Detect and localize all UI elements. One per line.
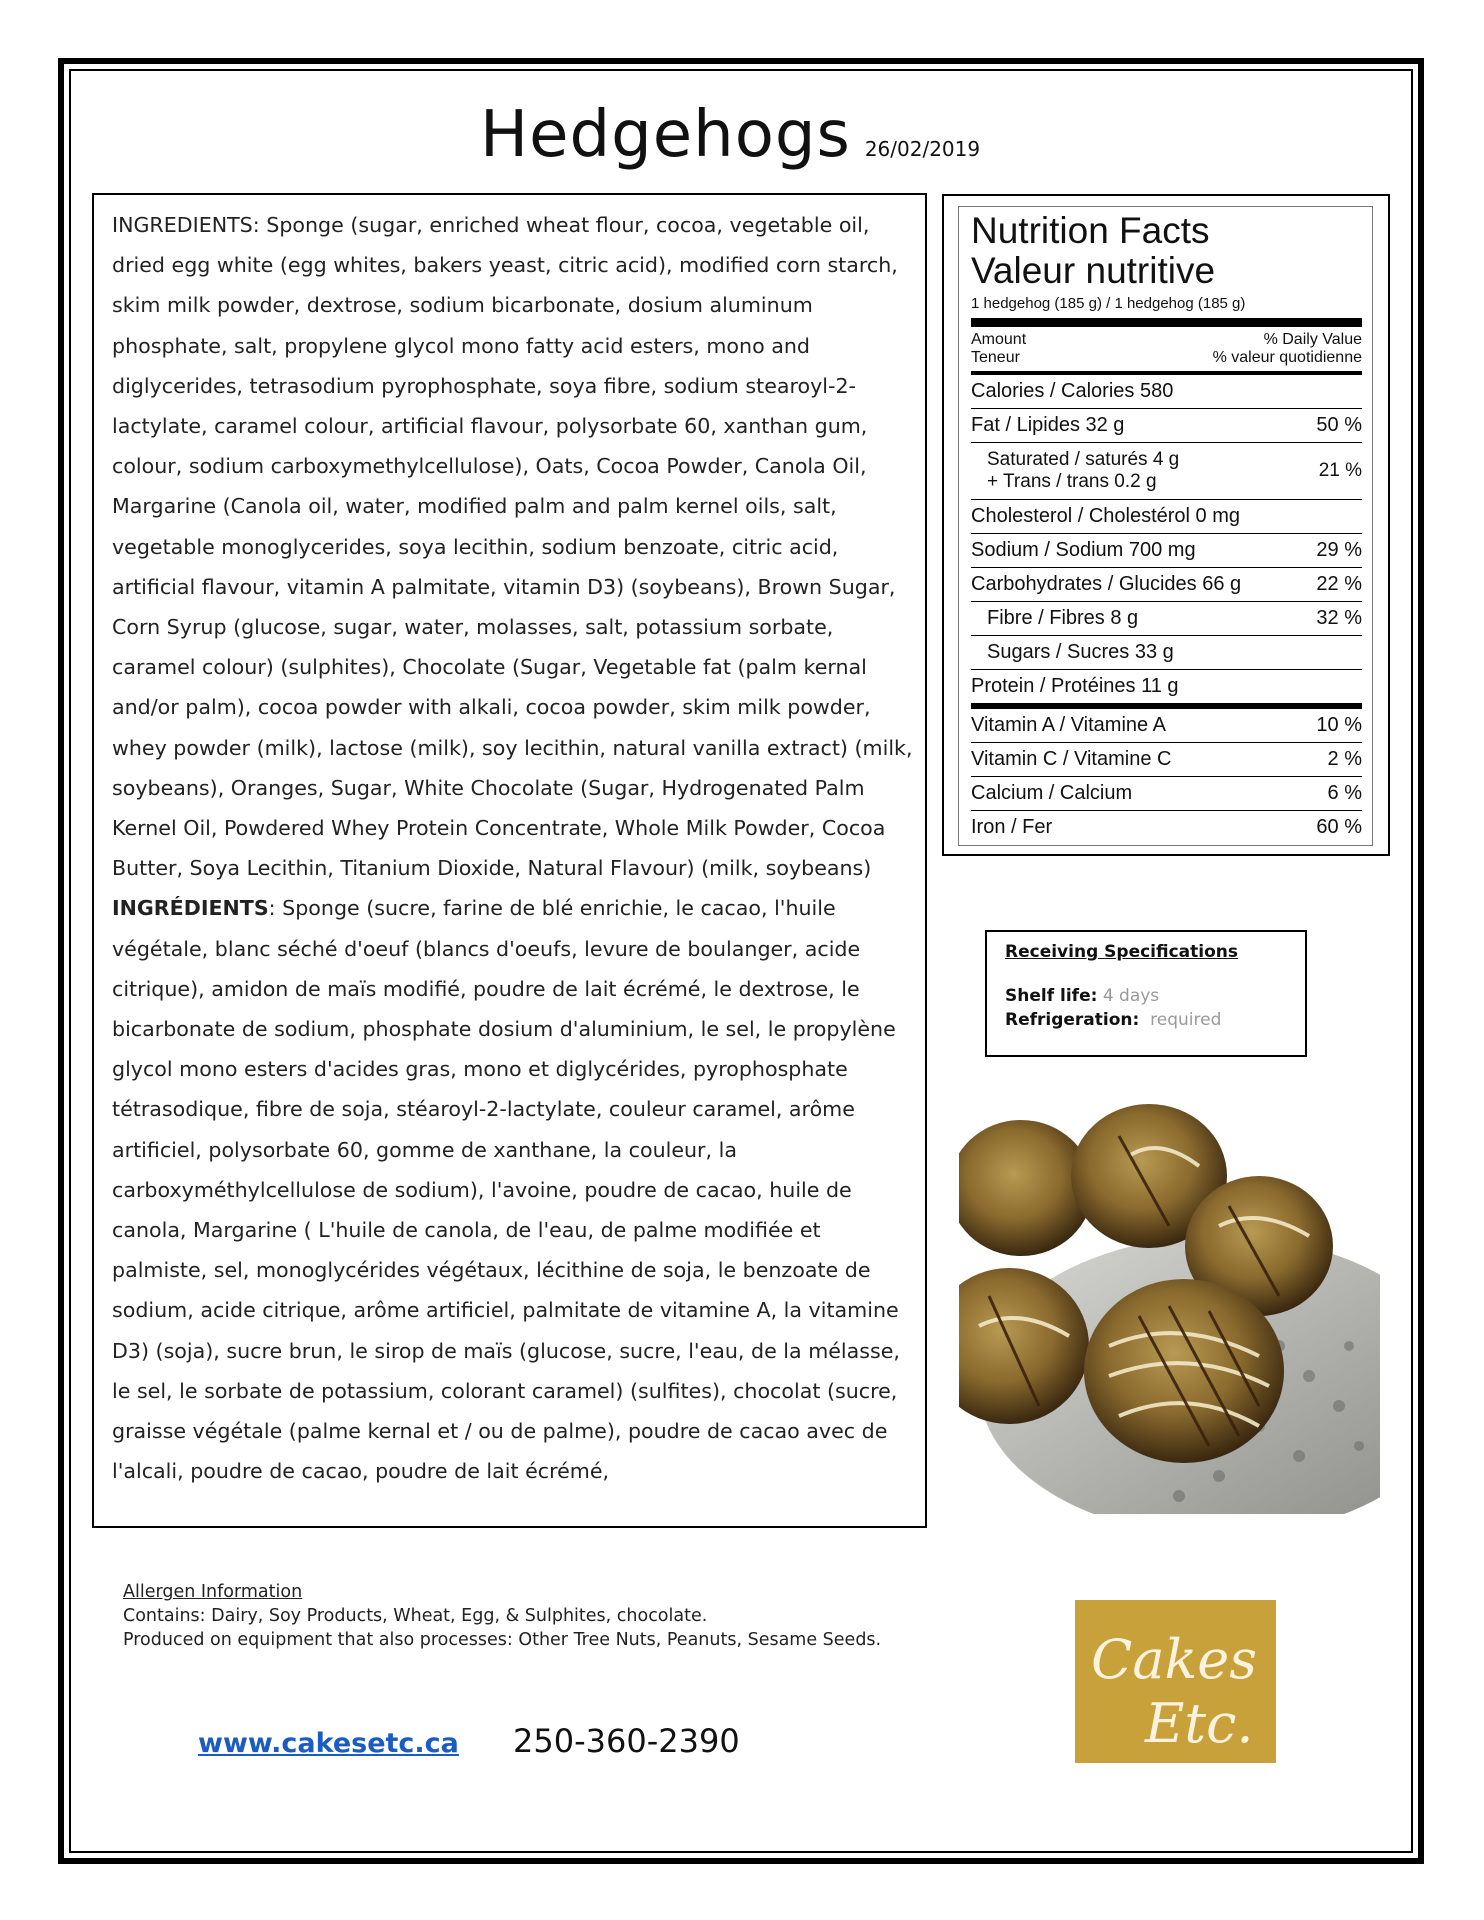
nutrient-row-sugars — [971, 636, 1362, 670]
vitamin-c-dv: 2 % — [1327, 748, 1362, 770]
serving-size: 1 hedgehog (185 g) / 1 hedgehog (185 g) — [971, 295, 1362, 327]
saturated-dv: 21 % — [1318, 460, 1362, 481]
sodium-dv: 29 % — [1316, 539, 1362, 561]
fat-dv: 50 % — [1316, 414, 1362, 436]
nutrient-row-iron — [971, 811, 1362, 844]
nutrition-facts-table — [958, 206, 1373, 846]
nutrient-row-saturated-trans — [971, 443, 1362, 500]
ingredients-en-text: Sponge (sugar, enriched wheat flour, cocoa, vegetable oil, dried egg white (egg whites, bakers yeast, citric acid), modified corn starch, skim milk powder, dextrose, sodium bicarbonate, dosium aluminum phosphate, salt, propylene glycol mono fatty acid esters, mono and diglycerides, tetrasodium pyrophosphate, soya fibre, sodium stearoyl-2-lactylate, caramel colour, artificial flavour, polysorbate 60, xanthan gum, colour, sodium carboxymethylcellulose), Oats, Cocoa Powder, Canola Oil, Margarine (Canola oil, water, modified palm and palm kernel oils, salt, vegetable monoglycerides, soya lecithin, sodium benzoate, citric acid, artificial flavour, vitamin A palmitate, vitamin D3) (soybeans), Brown Sugar, Corn Syrup (glucose, sugar, water, molasses, salt, potassium sorbate, caramel colour) (sulphites), Chocolate (Sugar, Vegetable fat (palm kernal and/or palm), cocoa powder with alkali, cocoa powder, skim milk powder, whey powder (milk), lactose (milk), soy lecithin, natural vanilla extract) (milk, soybeans), Oranges, Sugar, White Chocolate (Sugar, Hydrogenated Palm Kernel Oil, Powdered Whey Protein Concentrate, Whole Milk Powder, Cocoa Butter, Soya Lecithin, Titanium Dioxide, Natural Flavour) (milk, soybeans) — [112, 213, 913, 881]
ingredients-box — [92, 193, 927, 1528]
vitamin-a-label: Vitamin A / Vitamine A — [971, 714, 1166, 736]
amount-label-fr: Teneur — [971, 349, 1020, 366]
vitamin-a-dv: 10 % — [1316, 714, 1362, 736]
ingredients-french — [112, 888, 915, 1491]
refrigeration-line — [1005, 1008, 1287, 1032]
nutrient-row-calories — [971, 375, 1362, 409]
website-link[interactable]: www.cakesetc.ca — [198, 1728, 459, 1759]
nutrient-row-cholesterol — [971, 500, 1362, 534]
phone-number: 250-360-2390 — [513, 1722, 740, 1760]
product-name: Hedgehogs — [480, 98, 851, 172]
ingredients-english — [112, 205, 915, 888]
calcium-label: Calcium / Calcium — [971, 782, 1133, 804]
nutrient-row-carbohydrates — [971, 568, 1362, 602]
daily-value-label-fr: % valeur quotidienne — [1212, 349, 1362, 366]
nutrient-row-sodium — [971, 534, 1362, 568]
cholesterol-label: Cholesterol / Cholestérol 0 mg — [971, 505, 1241, 527]
calories-label: Calories / Calories 580 — [971, 380, 1174, 402]
shelf-life-label: Shelf life: — [1005, 986, 1098, 1006]
allergen-equipment: Produced on equipment that also processes: Other Tree Nuts, Peanuts, Sesame Seeds. — [123, 1630, 882, 1650]
receiving-heading: Receiving Specifications — [1005, 942, 1239, 962]
amount-label-en: Amount — [971, 331, 1027, 348]
vitamin-c-label: Vitamin C / Vitamine C — [971, 748, 1172, 770]
sodium-label: Sodium / Sodium 700 mg — [971, 539, 1196, 561]
nutrient-row-calcium — [971, 777, 1362, 811]
ingredients-en-label: INGREDIENTS: — [112, 213, 260, 237]
amount-header — [971, 327, 1362, 375]
nutrient-row-fibre — [971, 602, 1362, 636]
refrigeration-label: Refrigeration: — [1005, 1010, 1140, 1030]
nutrient-row-vitamin-c — [971, 743, 1362, 777]
calcium-dv: 6 % — [1327, 782, 1362, 804]
allergen-contains: Contains: Dairy, Soy Products, Wheat, Egg, & Sulphites, chocolate. — [123, 1606, 708, 1626]
shelf-life-value: 4 days — [1102, 986, 1160, 1006]
nutrient-row-protein — [971, 670, 1362, 709]
nutrient-row-vitamin-a — [971, 709, 1362, 743]
carbs-label: Carbohydrates / Glucides 66 g — [971, 573, 1242, 595]
ingredients-fr-label: INGRÉDIENTS — [112, 896, 269, 921]
receiving-specifications-box — [985, 930, 1307, 1057]
trans-label: + Trans / trans 0.2 g — [987, 471, 1157, 492]
carbs-dv: 22 % — [1316, 573, 1362, 595]
sugars-label: Sugars / Sucres 33 g — [987, 641, 1174, 663]
fibre-dv: 32 % — [1316, 607, 1362, 629]
logo-text-line2: Etc. — [1145, 1692, 1254, 1755]
refrigeration-value: required — [1150, 1010, 1222, 1030]
ingredients-fr-text: : Sponge (sucre, farine de blé enrichie, le cacao, l'huile végétale, blanc séché d'oeuf (blancs d'oeufs, levure de boulanger, acide citrique), amidon de maïs modifié, poudre de lait écrémé, le dextrose, le bicarbonate de sodium, phosphate dosium d'aluminium, le sel, le propylène glycol mono esters d'acides gras, mono et diglycérides, pyrophosphate tétrasodique, fibre de soja, stéaroyl-2-lactylate, couleur caramel, arôme artificiel, polysorbate 60, gomme de xanthane, la couleur, la carboxyméthylcellulose de sodium), l'avoine, poudre de cacao, huile de canola, Margarine ( L'huile de canola, de l'eau, de palme modifiée et palmiste, sel, monoglycérides végétaux, lécithine de soja, le benzoate de sodium, acide citrique, arôme artificiel, palmitate de vitamine A, la vitamine D3) (soja), sucre brun, le sirop de maïs (glucose, sucre, l'eau, de la mélasse, le sel, le sorbate de potassium, colorant caramel) (sulfites), chocolat (sucre, graisse végétale (palme kernal et / ou de palme), poudre de cacao avec de l'alcali, poudre de cacao, poudre de lait écrémé, — [112, 896, 900, 1484]
nutrition-title-fr: Valeur nutritive — [971, 250, 1216, 291]
cakes-etc-logo — [1075, 1600, 1276, 1763]
allergen-information — [123, 1580, 903, 1652]
product-photo — [959, 1096, 1380, 1514]
fibre-label: Fibre / Fibres 8 g — [987, 607, 1139, 629]
document-date: 26/02/2019 — [864, 137, 981, 161]
nutrition-title-en: Nutrition Facts — [971, 210, 1210, 251]
allergen-heading: Allergen Information — [123, 1582, 303, 1602]
logo-text-line1: Cakes — [1091, 1628, 1257, 1691]
protein-label: Protein / Protéines 11 g — [971, 675, 1179, 697]
iron-label: Iron / Fer — [971, 816, 1053, 838]
iron-dv: 60 % — [1316, 816, 1362, 838]
shelf-life-line — [1005, 984, 1287, 1008]
daily-value-label-en: % Daily Value — [1263, 331, 1362, 348]
saturated-label: Saturated / saturés 4 g — [987, 449, 1180, 470]
nutrient-row-fat — [971, 409, 1362, 443]
fat-label: Fat / Lipides 32 g — [971, 414, 1125, 436]
page-title — [480, 98, 980, 172]
